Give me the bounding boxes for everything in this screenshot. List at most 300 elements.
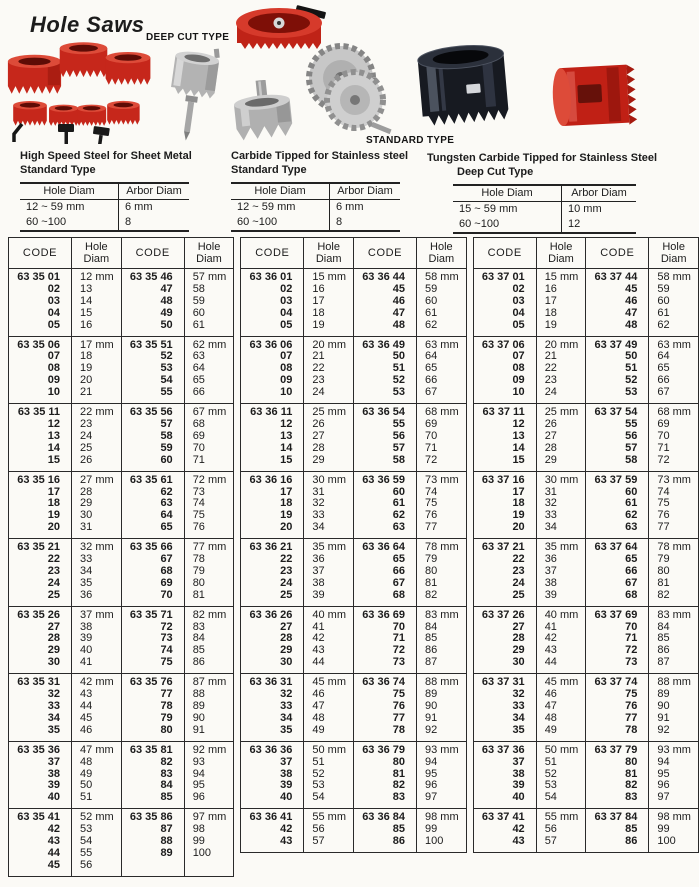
- code-group-row: [9, 336, 234, 404]
- diam-line: 71: [192, 453, 205, 466]
- diam-line: 97: [657, 791, 670, 804]
- diam-line: 31: [80, 521, 93, 534]
- code-line: 49: [160, 306, 173, 319]
- code-line: 60: [160, 453, 173, 466]
- code-line: 55: [625, 417, 638, 430]
- diam-line: 42: [544, 632, 557, 645]
- diam-line: 76: [192, 521, 205, 534]
- photo-black-hole-saw: [410, 33, 516, 135]
- hole-diam-header-line: Diam: [315, 253, 342, 265]
- diam-line: 88 mm: [425, 676, 459, 689]
- code-line: 63 36 31: [249, 676, 293, 689]
- arbor-icon: [91, 126, 110, 144]
- code-line: 30: [512, 656, 525, 669]
- code-line: 55: [392, 417, 406, 430]
- code-line: 63 36 16: [249, 473, 293, 486]
- diam-line: 96: [192, 791, 205, 804]
- code-line: 19: [47, 509, 61, 522]
- code-line: 72: [160, 620, 173, 633]
- diam-line: 38: [312, 576, 325, 589]
- hole-diam-cell: [304, 269, 354, 337]
- code-line: 63 35 51: [129, 338, 173, 351]
- diam-line: 32: [544, 497, 557, 510]
- diam-line: 39: [80, 632, 93, 645]
- code-cell: [121, 269, 184, 337]
- code-group-row: [9, 269, 234, 337]
- diam-line: 45 mm: [312, 676, 346, 689]
- diam-line: 25 mm: [312, 406, 346, 419]
- hole-diam-cell: [304, 741, 354, 809]
- code-header: CODE: [473, 238, 536, 269]
- code-line: 63 36 11: [250, 406, 293, 419]
- code-line: 17: [280, 485, 293, 498]
- hole-diam-header-line: Hole: [317, 241, 340, 253]
- code-line: 70: [160, 588, 173, 601]
- diam-line: 52: [544, 767, 557, 780]
- hole-diam-cell: [649, 471, 699, 539]
- diam-line: 98: [192, 823, 205, 836]
- arbor-diam-header: Arbor Diam: [330, 183, 401, 200]
- diam-line: 20: [80, 374, 93, 387]
- code-line: 62: [625, 509, 638, 522]
- code-cell: [241, 606, 304, 674]
- diam-line: 98 mm: [425, 811, 459, 824]
- diam-line: 58 mm: [425, 271, 459, 283]
- hole-diam-range: 60 ~100: [453, 217, 562, 233]
- code-line: 24: [280, 576, 293, 589]
- diam-line: 55: [80, 846, 93, 859]
- diam-line: 72 mm: [192, 473, 227, 486]
- diam-line: 39: [544, 588, 557, 601]
- diam-line: 44: [312, 656, 325, 669]
- code-line: 60: [625, 485, 638, 498]
- diam-line: 51: [312, 755, 325, 768]
- code-line: 48: [160, 294, 173, 307]
- diam-line: 19: [80, 362, 93, 375]
- diam-line: 51: [544, 755, 557, 768]
- code-line: 23: [512, 564, 525, 577]
- code-header: CODE: [121, 238, 184, 269]
- diam-line: 66: [657, 374, 670, 387]
- code-line: 63 35 36: [17, 743, 61, 756]
- diam-line: 84: [425, 620, 438, 633]
- diam-line: 66: [425, 374, 438, 387]
- spec-row: [231, 215, 400, 231]
- diam-line: 66: [192, 386, 205, 399]
- hole-diam-cell: [72, 741, 122, 809]
- code-line: 37: [47, 755, 61, 768]
- code-line: 63 35 21: [17, 541, 61, 554]
- diam-line: 48: [80, 755, 93, 768]
- code-line: 30: [47, 656, 61, 669]
- diam-line: 93 mm: [657, 743, 691, 756]
- diam-line: 87 mm: [192, 676, 227, 689]
- code-cell: [586, 809, 649, 853]
- diam-line: 81: [192, 588, 205, 601]
- code-group-row: [9, 809, 234, 877]
- code-line: 63 37 36: [481, 743, 525, 756]
- code-line: 63 35 16: [17, 473, 61, 486]
- hole-diam-header: Hole Diam: [20, 183, 119, 200]
- diam-line: 86: [425, 644, 438, 657]
- code-header: CODE: [241, 238, 304, 269]
- diam-line: 16: [544, 282, 557, 295]
- code-line: 28: [47, 632, 61, 645]
- code-cell: [586, 471, 649, 539]
- code-cell: [121, 809, 184, 877]
- code-line: 82: [392, 779, 406, 792]
- code-line: 63 35 71: [129, 608, 173, 621]
- hole-diam-range: 12 ~ 59 mm: [20, 200, 119, 216]
- code-line: 25: [512, 588, 525, 601]
- diam-line: 35 mm: [312, 541, 346, 554]
- code-line: 19: [280, 509, 293, 522]
- code-line: 17: [512, 485, 525, 498]
- code-cell: [473, 404, 536, 472]
- code-line: 85: [625, 823, 638, 836]
- code-line: 63 36 26: [249, 608, 293, 621]
- code-line: 57: [160, 417, 173, 430]
- code-line: 57: [625, 441, 638, 454]
- code-line: 05: [47, 318, 61, 331]
- code-cell: [121, 606, 184, 674]
- code-line: 63 37 01: [481, 271, 525, 283]
- diam-line: 78 mm: [657, 541, 691, 554]
- diam-line: 57: [544, 835, 557, 848]
- code-line: 18: [512, 497, 525, 510]
- code-line: 35: [47, 723, 61, 736]
- code-line: 63 35 66: [129, 541, 173, 554]
- diam-line: 100: [657, 835, 676, 848]
- code-line: 63 37 16: [481, 473, 525, 486]
- diam-line: 69: [657, 417, 670, 430]
- diam-line: 21: [312, 350, 325, 363]
- diam-line: 36: [312, 553, 325, 566]
- code-line: 29: [280, 644, 293, 657]
- diam-line: 41: [544, 620, 557, 633]
- code-line: 43: [280, 835, 293, 848]
- diam-line: 59: [192, 294, 205, 307]
- code-line: 34: [47, 711, 61, 724]
- diam-line: 94: [192, 767, 205, 780]
- hole-diam-cell: [536, 741, 586, 809]
- code-line: 60: [392, 485, 406, 498]
- hole-diam-cell: [184, 471, 234, 539]
- diam-line: 88 mm: [657, 676, 691, 689]
- diam-line: 93 mm: [425, 743, 459, 756]
- code-line: 04: [47, 306, 61, 319]
- code-cell: [586, 539, 649, 607]
- diam-line: 83 mm: [657, 608, 691, 621]
- code-cell: [586, 741, 649, 809]
- diam-line: 26: [80, 453, 93, 466]
- code-line: 71: [392, 632, 406, 645]
- code-line: 39: [512, 779, 525, 792]
- code-line: 63 36 44: [362, 271, 406, 283]
- diam-line: 64: [192, 362, 205, 375]
- section-title: Carbide Tipped for Stainless steel Standard Type: [231, 150, 409, 176]
- hole-diam-cell: [417, 809, 467, 853]
- hole-diam-cell: [417, 336, 467, 404]
- code-line: 53: [160, 362, 173, 375]
- code-line: 43: [512, 835, 525, 848]
- hole-diam-cell: [536, 336, 586, 404]
- diam-line: 74: [657, 485, 670, 498]
- arbor-diam-value: 6 mm: [336, 201, 364, 213]
- hole-diam-header-line: Hole: [662, 241, 685, 253]
- hole-diam-range: 12 ~ 59 mm: [231, 200, 330, 216]
- code-cell: [586, 606, 649, 674]
- code-line: 09: [512, 374, 525, 387]
- diam-line: 84: [657, 620, 670, 633]
- diam-line: 40 mm: [544, 608, 579, 621]
- diam-line: 48: [312, 711, 325, 724]
- diam-line: 15 mm: [312, 271, 346, 283]
- diam-line: 74: [425, 485, 438, 498]
- code-line: 64: [160, 509, 173, 522]
- code-table-block: [240, 237, 466, 853]
- code-line: 03: [280, 294, 293, 307]
- diam-line: 79: [657, 553, 670, 566]
- hole-diam-cell: [304, 809, 354, 853]
- diam-line: 35 mm: [544, 541, 579, 554]
- diam-line: 26: [544, 417, 557, 430]
- diam-line: 92: [657, 723, 670, 736]
- photo-circular-blade-stack: [303, 42, 395, 138]
- hole-diam-cell: [417, 674, 467, 742]
- code-group-row: [473, 809, 698, 853]
- diam-line: 82: [425, 588, 438, 601]
- code-group-row: [473, 336, 698, 404]
- code-cell: [353, 336, 416, 404]
- hole-diam-cell: [649, 539, 699, 607]
- arbor-icon: [58, 124, 74, 144]
- code-line: 69: [160, 576, 173, 589]
- diam-line: 27: [544, 429, 557, 442]
- code-line: 15: [47, 453, 61, 466]
- code-group-row: [9, 539, 234, 607]
- code-cell: [9, 404, 72, 472]
- diam-line: 14: [80, 294, 93, 307]
- diam-line: 30 mm: [312, 473, 346, 486]
- diam-line: 42: [312, 632, 325, 645]
- code-line: 42: [280, 823, 293, 836]
- code-line: 17: [47, 485, 61, 498]
- diam-line: 82: [657, 588, 670, 601]
- code-line: 83: [392, 791, 406, 804]
- code-header: CODE: [353, 238, 416, 269]
- code-group-row: [473, 404, 698, 472]
- diam-line: 72: [425, 453, 438, 466]
- code-line: 14: [280, 441, 293, 454]
- diam-line: 61: [425, 306, 438, 319]
- code-line: 34: [280, 711, 293, 724]
- hole-diam-range: 15 ~ 59 mm: [453, 202, 562, 218]
- code-line: 05: [280, 318, 293, 331]
- diam-line: 36: [80, 588, 93, 601]
- code-line: 63 35 56: [129, 406, 173, 419]
- code-line: 09: [47, 374, 61, 387]
- diam-line: 48: [544, 711, 557, 724]
- diam-line: 80: [657, 564, 670, 577]
- code-cell: [473, 336, 536, 404]
- hole-diam-cell: [72, 809, 122, 877]
- diam-line: 46: [312, 688, 325, 701]
- code-line: 82: [625, 779, 638, 792]
- diam-line: 50 mm: [544, 743, 579, 756]
- code-cell: [121, 539, 184, 607]
- code-line: 51: [392, 362, 406, 375]
- code-line: 63 37 31: [481, 676, 525, 689]
- hole-diam-cell: [536, 606, 586, 674]
- code-line: 52: [392, 374, 406, 387]
- code-line: 63 37 21: [481, 541, 525, 554]
- diam-line: 64: [657, 350, 670, 363]
- code-cell: [9, 336, 72, 404]
- code-line: 63 36 74: [362, 676, 406, 689]
- code-line: 52: [160, 350, 173, 363]
- diam-line: 100: [192, 846, 212, 859]
- arbor-diam-value: 8: [125, 216, 132, 228]
- hole-diam-cell: [304, 606, 354, 674]
- diam-line: 56: [544, 823, 557, 836]
- diam-line: 99: [657, 823, 670, 836]
- code-line: 68: [392, 588, 406, 601]
- diam-line: 22: [544, 362, 557, 375]
- diam-line: 95: [425, 767, 438, 780]
- diam-line: 40 mm: [312, 608, 346, 621]
- hole-diam-cell: [72, 674, 122, 742]
- code-line: 84: [160, 779, 173, 792]
- diam-line: 79: [192, 564, 205, 577]
- code-line: 07: [47, 350, 61, 363]
- diam-line: 56: [80, 858, 93, 871]
- code-cell: [473, 809, 536, 853]
- code-group-row: [241, 809, 466, 853]
- code-line: 48: [392, 318, 406, 331]
- code-line: 63 36 54: [362, 406, 406, 419]
- code-line: 37: [512, 755, 525, 768]
- code-cell: [241, 404, 304, 472]
- code-cell: [241, 471, 304, 539]
- code-table-block: [473, 237, 699, 853]
- code-line: 32: [512, 688, 525, 701]
- diam-line: 18: [312, 306, 325, 319]
- code-line: 63 36 21: [249, 541, 293, 554]
- code-line: 28: [280, 632, 293, 645]
- code-line: 87: [160, 823, 173, 836]
- code-line: 70: [625, 620, 638, 633]
- code-line: 38: [512, 767, 525, 780]
- arbor-diam-value: 8: [336, 216, 343, 228]
- code-cell: [241, 674, 304, 742]
- diam-line: 68 mm: [425, 406, 459, 419]
- code-cell: [473, 269, 536, 337]
- code-line: 85: [392, 823, 406, 836]
- code-line: 04: [512, 306, 525, 319]
- hex-key-icon: [14, 124, 22, 142]
- code-cell: [473, 606, 536, 674]
- diam-line: 65: [192, 374, 205, 387]
- diam-line: 69: [192, 429, 205, 442]
- code-line: 63: [160, 497, 173, 510]
- code-line: 62: [392, 509, 406, 522]
- diam-line: 30: [80, 509, 93, 522]
- code-line: 33: [47, 700, 61, 712]
- diam-line: 70: [425, 429, 438, 442]
- diam-line: 90: [425, 700, 438, 712]
- diam-line: 54: [312, 791, 325, 804]
- code-line: 72: [625, 644, 638, 657]
- code-line: 40: [512, 791, 525, 804]
- spec-table: [231, 182, 400, 232]
- diam-line: 44: [544, 656, 557, 669]
- code-line: 66: [625, 564, 638, 577]
- hole-diam-cell: [417, 269, 467, 337]
- diam-line: 54: [80, 835, 93, 848]
- diam-line: 63 mm: [425, 338, 459, 351]
- diam-line: 59: [425, 282, 438, 295]
- code-cell: [353, 269, 416, 337]
- code-cell: [9, 539, 72, 607]
- diam-line: 26: [312, 417, 325, 430]
- code-line: 04: [280, 306, 293, 319]
- code-line: 73: [392, 656, 406, 669]
- diam-line: 98 mm: [657, 811, 691, 824]
- diam-line: 33: [80, 553, 93, 566]
- diam-line: 97: [425, 791, 438, 804]
- code-cell: [241, 741, 304, 809]
- diam-line: 91: [425, 711, 438, 724]
- photo-red-hole-saw: [546, 58, 658, 138]
- code-line: 79: [160, 711, 173, 724]
- code-cell: [241, 269, 304, 337]
- code-cell: [473, 674, 536, 742]
- diam-line: 67: [425, 386, 438, 399]
- diam-line: 69: [425, 417, 438, 430]
- code-line: 42: [47, 823, 61, 836]
- code-cell: [121, 471, 184, 539]
- diam-line: 87: [657, 656, 670, 669]
- diam-line: 40: [80, 644, 93, 657]
- hole-diam-cell: [649, 606, 699, 674]
- hole-diam-cell: [536, 269, 586, 337]
- spec-row: [453, 217, 636, 233]
- diam-line: 63: [192, 350, 205, 363]
- diam-line: 41: [80, 656, 93, 669]
- code-cell: [9, 471, 72, 539]
- code-line: 12: [512, 417, 525, 430]
- diam-line: 85: [192, 644, 205, 657]
- code-line: 63 36 84: [362, 811, 406, 824]
- code-line: 27: [512, 620, 525, 633]
- code-line: 63 35 31: [17, 676, 61, 689]
- diam-line: 92: [425, 723, 438, 736]
- diam-line: 19: [544, 318, 557, 331]
- section-title: Tungsten Carbide Tipped for Stainless Steel Deep Cut Type: [427, 152, 658, 178]
- code-line: 67: [160, 553, 173, 566]
- diam-line: 17: [312, 294, 325, 307]
- diam-line: 76: [657, 509, 670, 522]
- code-line: 24: [47, 576, 61, 589]
- code-line: 58: [625, 453, 638, 466]
- code-line: 80: [392, 755, 406, 768]
- diam-line: 38: [544, 576, 557, 589]
- diam-line: 95: [657, 767, 670, 780]
- code-group-row: [241, 539, 466, 607]
- diam-line: 59: [657, 282, 670, 295]
- code-line: 23: [47, 564, 61, 577]
